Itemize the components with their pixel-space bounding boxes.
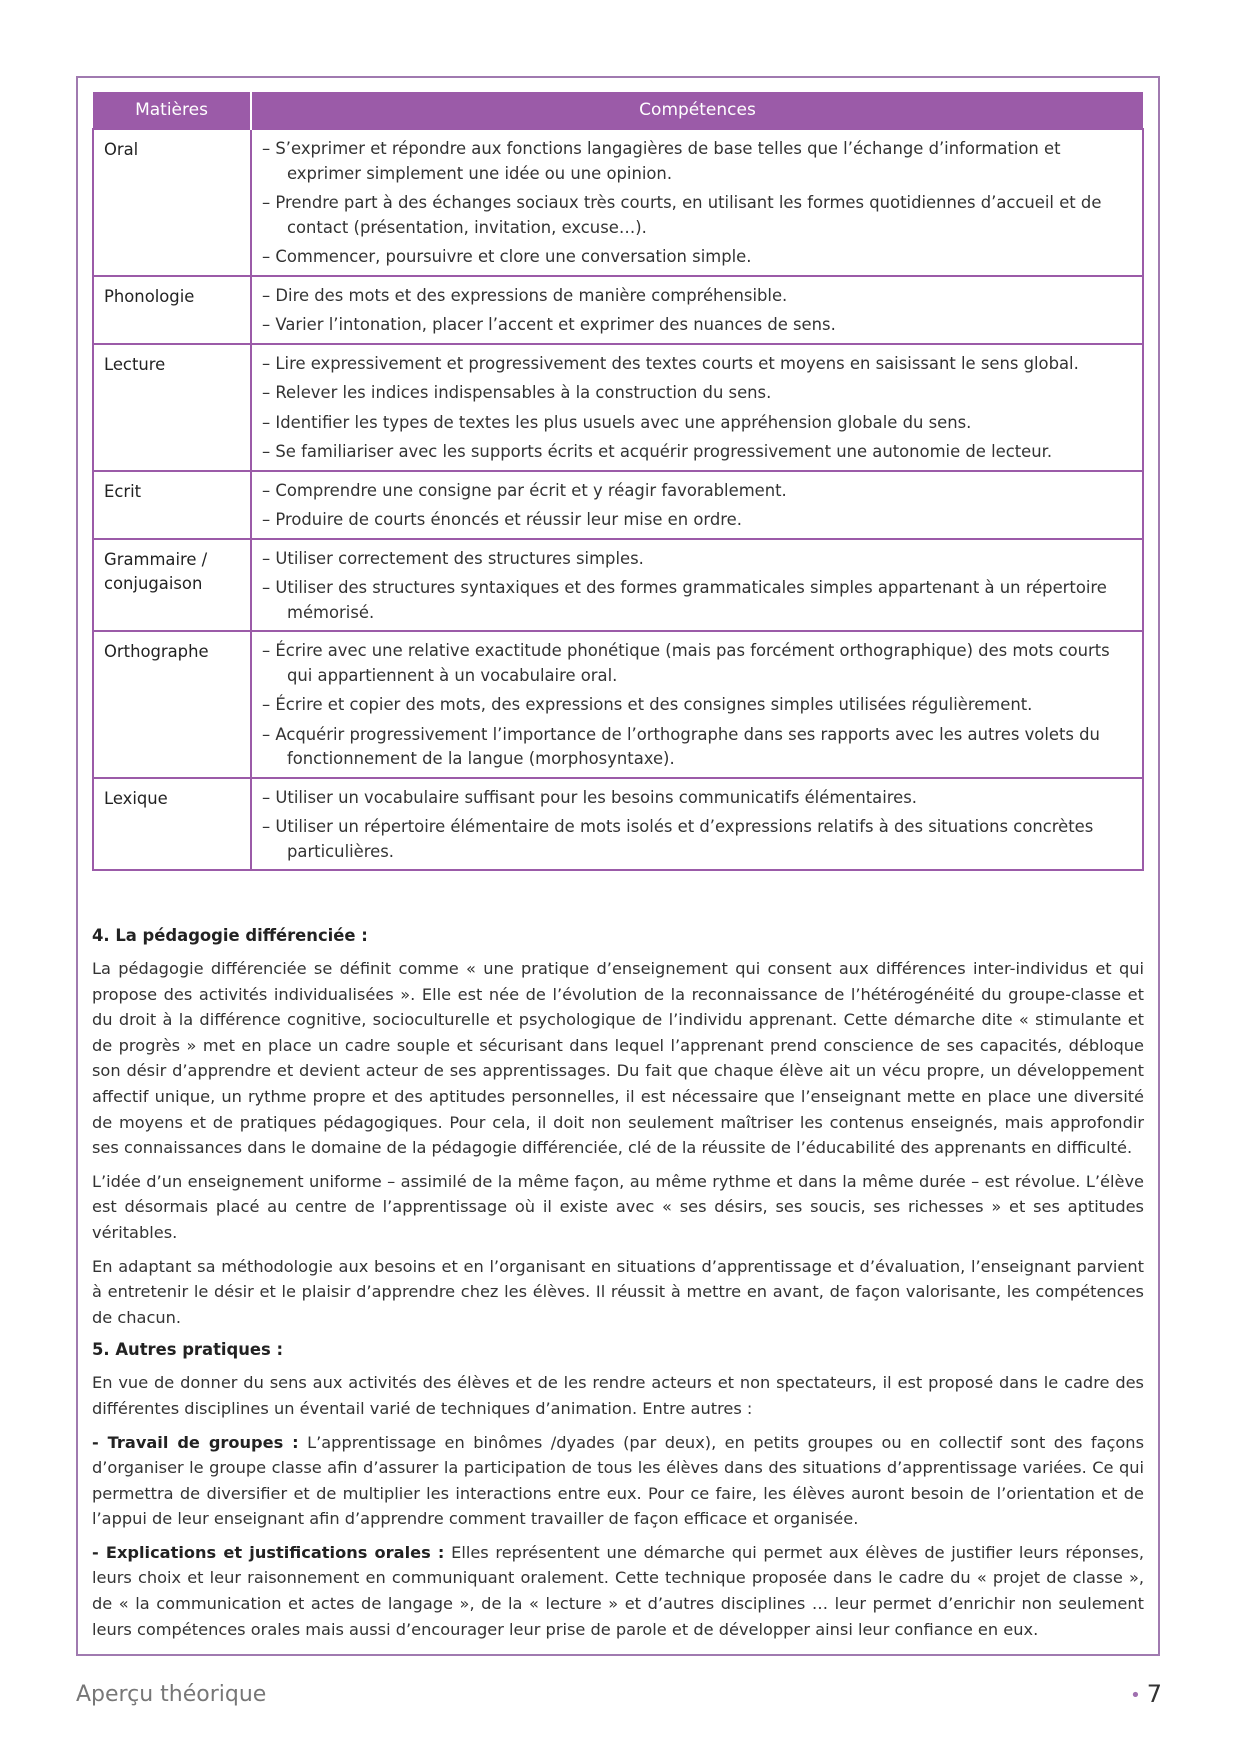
competences-cell bbox=[251, 631, 1143, 778]
competence-item: – Prendre part à des échanges sociaux très courts, en utilisant les formes quotidiennes d’accueil et de contact (présentation, invitation, excuse…). bbox=[262, 193, 1102, 237]
table-row bbox=[93, 344, 1143, 471]
competences-cell bbox=[251, 344, 1143, 471]
subject-cell: Phonologie bbox=[93, 276, 251, 344]
subject-cell: Grammaire / conjugaison bbox=[93, 539, 251, 632]
table-row bbox=[93, 471, 1143, 539]
competence-item: – Produire de courts énoncés et réussir leur mise en ordre. bbox=[262, 510, 742, 529]
table-row bbox=[93, 778, 1143, 871]
subject-cell: Ecrit bbox=[93, 471, 251, 539]
competence-item: – Commencer, poursuivre et clore une conversation simple. bbox=[262, 247, 752, 266]
paragraph-travail-de-groupes bbox=[92, 1430, 1144, 1532]
content-frame bbox=[76, 76, 1160, 1656]
table-row bbox=[93, 631, 1143, 778]
competences-cell bbox=[251, 276, 1143, 344]
header-competences: Compétences bbox=[251, 92, 1143, 129]
paragraph: La pédagogie différenciée se définit comme « une pratique d’enseignement qui consent aux différences inter-individus et qui propose des activités individualisées ». Elle est née de l’évolution de la reconnaissance de l’hétérogénéité du groupe-classe et du droit à la différence cognitive, socioculturelle et psychologique de l’individu apprenant. Cette démarche dite « stimulante et de progrès » met en place un cadre souple et sécurisant dans lequel l’apprenant prend conscience de ses capacités, débloque son désir d’apprendre et devient acteur de ses apprentissages. Du fait que chaque élève ait un vécu propre, un développement affectif unique, un rythme propre et des aptitudes personnelles, il est nécessaire que l’enseignant mette en place une diversité de moyens et de pratiques pédagogiques. Pour cela, il doit non seulement maîtriser les contenus enseignés, mais approfondir ses connaissances dans le domaine de la pédagogie différenciée, clé de la réussite de l’éducabilité des apprenants en difficulté. bbox=[92, 959, 1144, 1158]
paragraph: L’idée d’un enseignement uniforme – assimilé de la même façon, au même rythme et dans la même durée – est révolue. L’élève est désormais placé au centre de l’apprentissage où il existe avec « ses désirs, ses soucis, ses richesses » et ses aptitudes véritables. bbox=[92, 1171, 1144, 1242]
bullet-dot: • bbox=[1130, 1684, 1141, 1706]
table-row bbox=[93, 539, 1143, 632]
subject-cell: Oral bbox=[93, 129, 251, 276]
term-label: - Explications et justifications orales : bbox=[92, 1542, 445, 1562]
paragraph: En adaptant sa méthodologie aux besoins et en l’organisant en situations d’apprentissage et d’évaluation, l’enseignant parvient à entretenir le désir et le plaisir d’apprendre chez les élèves. Il réussit à mettre en avant, de façon valorisante, les compétences de chacun. bbox=[92, 1256, 1144, 1327]
competences-cell bbox=[251, 471, 1143, 539]
competence-item: – Dire des mots et des expressions de manière compréhensible. bbox=[262, 285, 788, 305]
section-4-heading: 4. La pédagogie différenciée : bbox=[92, 926, 368, 945]
subject-cell: Lecture bbox=[93, 344, 251, 471]
competences-cell bbox=[251, 539, 1143, 632]
competence-item: – Comprendre une consigne par écrit et y réagir favorablement. bbox=[262, 480, 787, 500]
competence-item: – Utiliser des structures syntaxiques et des formes grammaticales simples appartenant à un répertoire mémorisé. bbox=[262, 578, 1107, 622]
table-header-row bbox=[93, 92, 1143, 129]
competence-item: – Écrire avec une relative exactitude phonétique (mais pas forcément orthographique) des mots courts qui appartiennent à un vocabulaire oral. bbox=[262, 641, 1110, 685]
competence-item: – Lire expressivement et progressivement des textes courts et moyens en saisissant le sens global. bbox=[262, 353, 1079, 373]
competences-table bbox=[92, 92, 1144, 871]
paragraph-explications-orales bbox=[92, 1540, 1144, 1642]
page-number: 7 bbox=[1146, 1680, 1162, 1708]
term-label: - Travail de groupes : bbox=[92, 1432, 299, 1452]
footer-title: Aperçu théorique bbox=[76, 1682, 267, 1707]
competence-item: – Utiliser correctement des structures simples. bbox=[262, 548, 644, 568]
header-matieres: Matières bbox=[93, 92, 251, 129]
page-number-block bbox=[1130, 1680, 1162, 1708]
competence-item: – Utiliser un vocabulaire suffisant pour les besoins communicatifs élémentaires. bbox=[262, 787, 917, 807]
table-row bbox=[93, 129, 1143, 276]
section-5-heading: 5. Autres pratiques : bbox=[92, 1340, 284, 1360]
body-text bbox=[92, 924, 1144, 1650]
competence-item: – Se familiariser avec les supports écrits et acquérir progressivement une autonomie de lecteur. bbox=[262, 442, 1053, 461]
competence-item: – Utiliser un répertoire élémentaire de mots isolés et d’expressions relatifs à des situations concrètes particulières. bbox=[262, 817, 1094, 861]
table-row bbox=[93, 276, 1143, 344]
competence-item: – S’exprimer et répondre aux fonctions langagières de base telles que l’échange d’information et exprimer simplement une idée ou une opinion. bbox=[262, 139, 1061, 183]
competences-cell bbox=[251, 129, 1143, 276]
competences-cell bbox=[251, 778, 1143, 871]
term-text: Elles représentent une démarche qui permet aux élèves de justifier leurs réponses, leurs choix et leur raisonnement en communiquant oralement. Cette technique proposée dans le cadre du « projet de classe », de « la communication et actes de langage », de la « lecture » et d’autres disciplines … leur permet d’enrichir non seulement leurs compétences orales mais aussi d’encourager leur prise de parole et de développer ainsi leur confiance en eux. bbox=[92, 1542, 1145, 1639]
competence-item: – Relever les indices indispensables à la construction du sens. bbox=[262, 383, 772, 402]
subject-cell: Lexique bbox=[93, 778, 251, 871]
competence-item: – Identifier les types de textes les plus usuels avec une appréhension globale du sens. bbox=[262, 412, 972, 432]
competence-item: – Acquérir progressivement l’importance de l’orthographe dans ses rapports avec les autres volets du fonctionnement de la langue (morphosyntaxe). bbox=[262, 724, 1100, 768]
competence-item: – Varier l’intonation, placer l’accent et exprimer des nuances de sens. bbox=[262, 315, 836, 334]
competence-item: – Écrire et copier des mots, des expressions et des consignes simples utilisées régulièrement. bbox=[262, 695, 1033, 714]
subject-cell: Orthographe bbox=[93, 631, 251, 778]
term-text: L’apprentissage en binômes /dyades (par deux), en petits groupes ou en collectif sont des façons d’organiser le groupe classe afin d’assurer la participation de tous les élèves dans des situations d’apprentissage variées. Ce qui permettra de diversifier et de multiplier les interactions entre eux. Pour ce faire, les élèves auront besoin de l’orientation et de l’appui de leur enseignant afin d’apprendre comment travailler de façon efficace et organisée. bbox=[92, 1432, 1145, 1529]
paragraph: En vue de donner du sens aux activités des élèves et de les rendre acteurs et non spectateurs, il est proposé dans le cadre des différentes disciplines un éventail varié de techniques d’animation. Entre autres : bbox=[92, 1373, 1144, 1418]
